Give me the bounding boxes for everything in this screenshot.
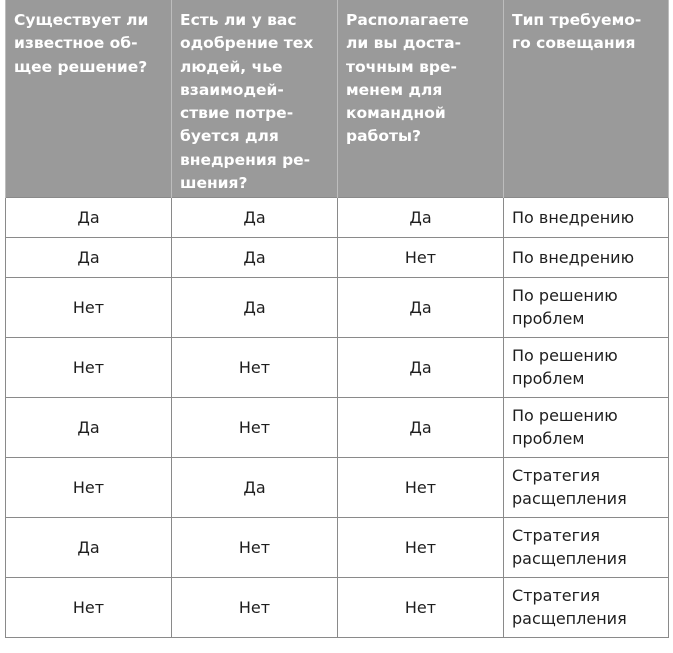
header-approval: Есть ли у вас одобрение тех людей, чье взаимодей- ствие потре- буется для внедрения ре- шения? xyxy=(172,0,338,197)
cell-approval: Да xyxy=(172,277,338,337)
table-row xyxy=(6,397,669,457)
table-row xyxy=(6,517,669,577)
cell-approval: Да xyxy=(172,457,338,517)
cell-known-solution: Да xyxy=(6,237,172,277)
header-meeting-type: Тип требуемо- го совещания xyxy=(504,0,669,197)
cell-approval: Да xyxy=(172,197,338,237)
cell-team-time: Да xyxy=(338,337,504,397)
cell-team-time: Нет xyxy=(338,517,504,577)
table-header xyxy=(6,0,669,197)
table-row xyxy=(6,577,669,637)
cell-meeting-type: Стратегия расщепления xyxy=(504,577,669,637)
cell-meeting-type: По внедрению xyxy=(504,237,669,277)
cell-approval: Да xyxy=(172,237,338,277)
cell-known-solution: Нет xyxy=(6,577,172,637)
table-row xyxy=(6,277,669,337)
header-known-solution: Существует ли известное об- щее решение? xyxy=(6,0,172,197)
cell-approval: Нет xyxy=(172,517,338,577)
cell-meeting-type: По решению проблем xyxy=(504,337,669,397)
table-row xyxy=(6,237,669,277)
cell-meeting-type: По решению проблем xyxy=(504,397,669,457)
cell-known-solution: Нет xyxy=(6,457,172,517)
cell-known-solution: Да xyxy=(6,197,172,237)
header-row xyxy=(6,0,669,197)
cell-known-solution: Да xyxy=(6,517,172,577)
cell-meeting-type: Стратегия расщепления xyxy=(504,457,669,517)
cell-team-time: Нет xyxy=(338,577,504,637)
cell-team-time: Да xyxy=(338,197,504,237)
meeting-type-table xyxy=(5,0,669,638)
cell-approval: Нет xyxy=(172,397,338,457)
header-team-time: Располагаете ли вы доста- точным вре- менем для командной работы? xyxy=(338,0,504,197)
cell-meeting-type: Стратегия расщепления xyxy=(504,517,669,577)
meeting-type-table-container xyxy=(5,0,668,638)
cell-approval: Нет xyxy=(172,337,338,397)
table-body xyxy=(6,197,669,637)
cell-known-solution: Нет xyxy=(6,337,172,397)
cell-known-solution: Нет xyxy=(6,277,172,337)
cell-approval: Нет xyxy=(172,577,338,637)
cell-meeting-type: По решению проблем xyxy=(504,277,669,337)
table-row xyxy=(6,337,669,397)
cell-team-time: Нет xyxy=(338,237,504,277)
table-row xyxy=(6,197,669,237)
cell-known-solution: Да xyxy=(6,397,172,457)
cell-team-time: Нет xyxy=(338,457,504,517)
cell-meeting-type: По внедрению xyxy=(504,197,669,237)
table-row xyxy=(6,457,669,517)
cell-team-time: Да xyxy=(338,397,504,457)
cell-team-time: Да xyxy=(338,277,504,337)
